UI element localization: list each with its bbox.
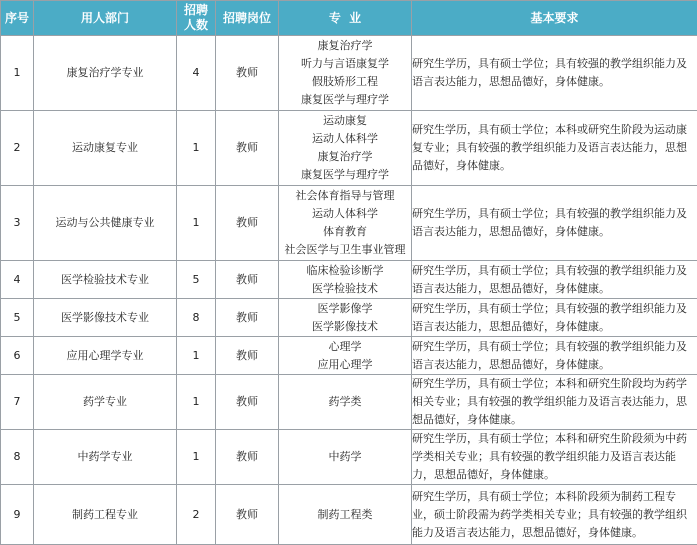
table-body <box>1 36 697 545</box>
table-row <box>1 430 697 485</box>
row-seq: 2 <box>1 111 34 186</box>
row-majors <box>279 186 412 261</box>
row-requirements: 研究生学历，具有硕士学位；具有较强的教学组织能力及语言表达能力，思想品德好，身体健康。 <box>412 186 697 261</box>
row-count: 1 <box>177 430 216 485</box>
table-row <box>1 186 697 261</box>
header-count-line1: 招聘 <box>183 3 208 17</box>
row-requirements: 研究生学历，具有硕士学位；具有较强的教学组织能力及语言表达能力，思想品德好，身体健康。 <box>412 337 697 375</box>
row-count: 5 <box>177 261 216 299</box>
row-count: 1 <box>177 111 216 186</box>
header-count <box>177 1 216 36</box>
major-item: 康复治疗学 <box>317 39 373 52</box>
row-dept: 应用心理学专业 <box>34 337 177 375</box>
row-position: 教师 <box>216 186 279 261</box>
major-item: 康复医学与理疗学 <box>301 168 389 181</box>
major-item: 医学影像技术 <box>312 319 378 333</box>
row-majors <box>279 36 412 111</box>
major-item: 运动人体科学 <box>312 207 378 220</box>
major-item: 医学检验技术 <box>312 281 378 295</box>
major-item: 运动人体科学 <box>312 132 378 145</box>
table-row <box>1 36 697 111</box>
table-row <box>1 261 697 299</box>
major-item: 应用心理学 <box>317 357 373 371</box>
major-item: 听力与言语康复学 <box>301 57 389 70</box>
row-dept: 运动与公共健康专业 <box>34 186 177 261</box>
row-requirements: 研究生学历，具有硕士学位；具有较强的教学组织能力及语言表达能力，思想品德好，身体健康。 <box>412 36 697 111</box>
major-item: 假肢矫形工程 <box>312 75 378 88</box>
row-position: 教师 <box>216 485 279 545</box>
row-position: 教师 <box>216 337 279 375</box>
row-position: 教师 <box>216 299 279 337</box>
header-count-line2: 人数 <box>183 18 208 32</box>
row-majors <box>279 375 412 430</box>
header-major: 专 业 <box>279 1 412 36</box>
table-row <box>1 337 697 375</box>
major-item: 康复医学与理疗学 <box>301 93 389 106</box>
row-dept: 运动康复专业 <box>34 111 177 186</box>
row-dept: 中药学专业 <box>34 430 177 485</box>
table-row <box>1 299 697 337</box>
row-requirements: 研究生学历，具有硕士学位；具有较强的教学组织能力及语言表达能力，思想品德好，身体健康。 <box>412 261 697 299</box>
row-count: 2 <box>177 485 216 545</box>
major-item: 临床检验诊断学 <box>306 263 384 277</box>
major-item: 运动康复 <box>323 114 367 127</box>
row-seq: 7 <box>1 375 34 430</box>
header-position: 招聘岗位 <box>216 1 279 36</box>
row-position: 教师 <box>216 111 279 186</box>
row-seq: 1 <box>1 36 34 111</box>
major-item: 体育教育 <box>323 225 367 238</box>
header-requirements: 基本要求 <box>412 1 697 36</box>
row-seq: 6 <box>1 337 34 375</box>
row-dept: 制药工程专业 <box>34 485 177 545</box>
major-item: 康复治疗学 <box>317 150 373 163</box>
row-majors <box>279 299 412 337</box>
row-count: 1 <box>177 375 216 430</box>
row-seq: 4 <box>1 261 34 299</box>
row-majors <box>279 111 412 186</box>
row-position: 教师 <box>216 36 279 111</box>
row-requirements: 研究生学历，具有硕士学位；本科和研究生阶段须为中药学类相关专业；具有较强的教学组织能力及语言表达能力，思想品德好，身体健康。 <box>412 430 697 485</box>
row-count: 1 <box>177 337 216 375</box>
row-requirements: 研究生学历，具有硕士学位；具有较强的教学组织能力及语言表达能力，思想品德好，身体健康。 <box>412 299 697 337</box>
table-header-row <box>1 1 697 36</box>
row-position: 教师 <box>216 261 279 299</box>
row-dept: 药学专业 <box>34 375 177 430</box>
major-item: 药学类 <box>328 395 362 408</box>
row-position: 教师 <box>216 430 279 485</box>
row-seq: 9 <box>1 485 34 545</box>
major-item: 医学影像学 <box>317 301 373 315</box>
major-item: 社会医学与卫生事业管理 <box>284 243 406 256</box>
row-dept: 医学检验技术专业 <box>34 261 177 299</box>
row-count: 1 <box>177 186 216 261</box>
row-position: 教师 <box>216 375 279 430</box>
table-row <box>1 375 697 430</box>
row-requirements: 研究生学历，具有硕士学位；本科和研究生阶段均为药学相关专业；具有较强的教学组织能力及语言表达能力，思想品德好，身体健康。 <box>412 375 697 430</box>
row-dept: 康复治疗学专业 <box>34 36 177 111</box>
row-count: 8 <box>177 299 216 337</box>
header-seq: 序号 <box>1 1 34 36</box>
row-count: 4 <box>177 36 216 111</box>
row-dept: 医学影像技术专业 <box>34 299 177 337</box>
row-requirements: 研究生学历，具有硕士学位；本科阶段须为制药工程专业，硕士阶段需为药学类相关专业；具有较强的教学组织能力及语言表达能力，思想品德好，身体健康。 <box>412 485 697 545</box>
row-requirements: 研究生学历，具有硕士学位；本科或研究生阶段为运动康复专业；具有较强的教学组织能力及语言表达能力，思想品德好，身体健康。 <box>412 111 697 186</box>
table-row <box>1 111 697 186</box>
major-item: 制药工程类 <box>317 507 373 521</box>
row-majors <box>279 337 412 375</box>
major-item: 社会体育指导与管理 <box>295 189 395 202</box>
row-majors <box>279 430 412 485</box>
header-dept: 用人部门 <box>34 1 177 36</box>
row-majors <box>279 261 412 299</box>
row-majors <box>279 485 412 545</box>
table-row <box>1 485 697 545</box>
row-seq: 5 <box>1 299 34 337</box>
row-seq: 3 <box>1 186 34 261</box>
row-seq: 8 <box>1 430 34 485</box>
major-item: 中药学 <box>328 450 362 463</box>
major-item: 心理学 <box>328 339 362 353</box>
